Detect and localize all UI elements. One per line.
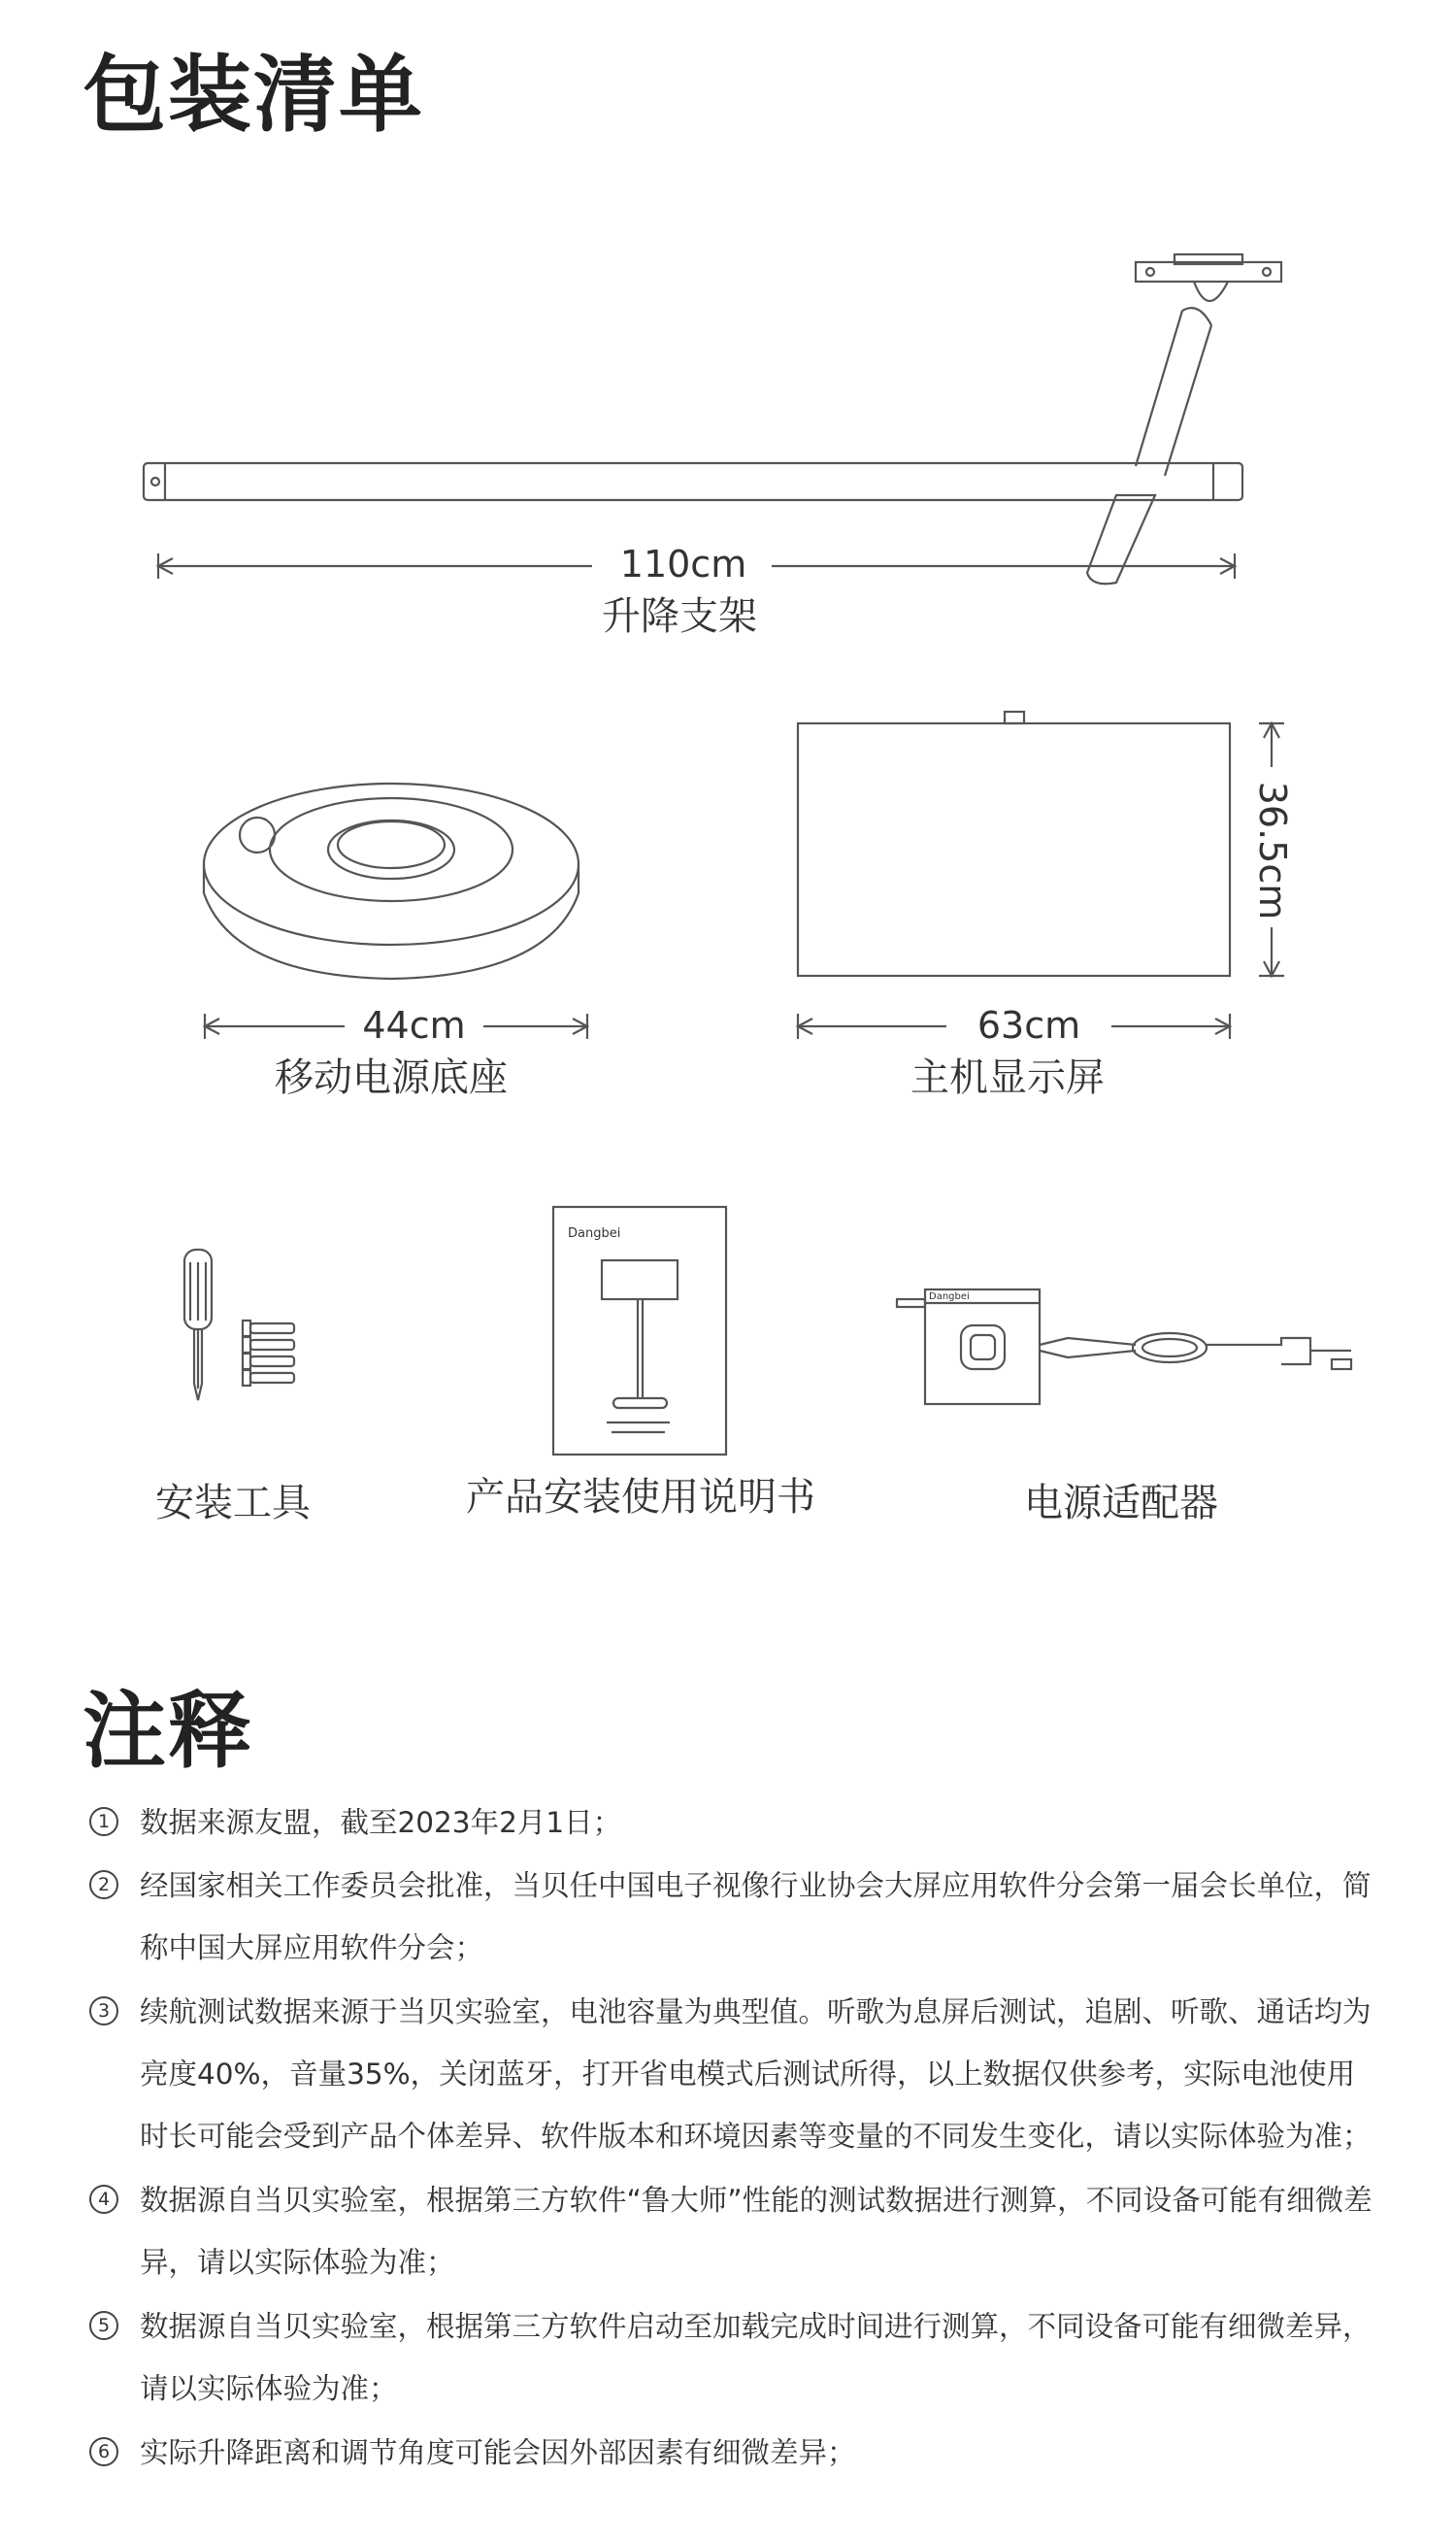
- adapter-brand: Dangbei: [929, 1291, 970, 1302]
- tools-illustration: [184, 1250, 294, 1400]
- note-item: [89, 2295, 1380, 2420]
- note-text: 数据来源友盟，截至2023年2月1日；: [140, 1806, 622, 1839]
- note-text: 数据源自当贝实验室，根据第三方软件启动至加载完成时间进行测算，不同设备可能有细微差异，请以实际体验为准；: [140, 2310, 1372, 2405]
- packing-list-title: 包装清单: [83, 47, 424, 144]
- note-item: [89, 2169, 1380, 2293]
- display-caption: 主机显示屏: [910, 1055, 1105, 1100]
- manual-brand: Dangbei: [568, 1226, 621, 1241]
- battery-base-caption: 移动电源底座: [275, 1055, 508, 1100]
- adapter-illustration: [897, 1289, 1351, 1404]
- display-height-dimension: 36.5cm: [1251, 781, 1294, 920]
- note-item: [89, 1981, 1380, 2167]
- tools-caption: 安装工具: [155, 1481, 311, 1525]
- manual-illustration: [553, 1207, 726, 1455]
- manual-caption: 产品安装使用说明书: [466, 1475, 815, 1520]
- note-text: 实际升降距离和调节角度可能会因外部因素有细微差异；: [140, 2436, 856, 2469]
- note-marker: 4: [89, 2185, 118, 2214]
- adapter-caption: 电源适配器: [1024, 1481, 1218, 1525]
- note-marker: 6: [89, 2437, 118, 2466]
- note-marker: 1: [89, 1807, 118, 1836]
- battery-base-dimension: 44cm: [362, 1004, 466, 1047]
- note-item: [89, 1855, 1380, 1979]
- note-marker: 3: [89, 1996, 118, 2025]
- lift-stand-caption: 升降支架: [602, 594, 757, 639]
- lift-stand-dimension: 110cm: [619, 543, 747, 586]
- note-item: [89, 1791, 1380, 1854]
- notes-title: 注释: [83, 1683, 253, 1780]
- note-text: 数据源自当贝实验室，根据第三方软件“鲁大师”性能的测试数据进行测算，不同设备可能有细微差异，请以实际体验为准；: [140, 2184, 1373, 2279]
- battery-base-illustration: [204, 784, 587, 1039]
- note-text: 经国家相关工作委员会批准，当贝任中国电子视像行业协会大屏应用软件分会第一届会长单位，简称中国大屏应用软件分会；: [140, 1869, 1372, 1964]
- display-illustration: [798, 712, 1284, 1039]
- display-width-dimension: 63cm: [976, 1004, 1081, 1047]
- note-marker: 5: [89, 2311, 118, 2340]
- lift-stand-illustration: [144, 254, 1281, 584]
- note-marker: 2: [89, 1870, 118, 1899]
- note-text: 续航测试数据来源于当贝实验室，电池容量为典型值。听歌为息屏后测试，追剧、听歌、通话均为亮度40%，音量35%，关闭蓝牙，打开省电模式后测试所得，以上数据仅供参考，实际电池使用时长可能会受到产品个体差异、软件版本和环境因素等变量的不同发生变化，请以实际体验为准；: [140, 1995, 1372, 2153]
- note-item: [89, 2422, 1380, 2484]
